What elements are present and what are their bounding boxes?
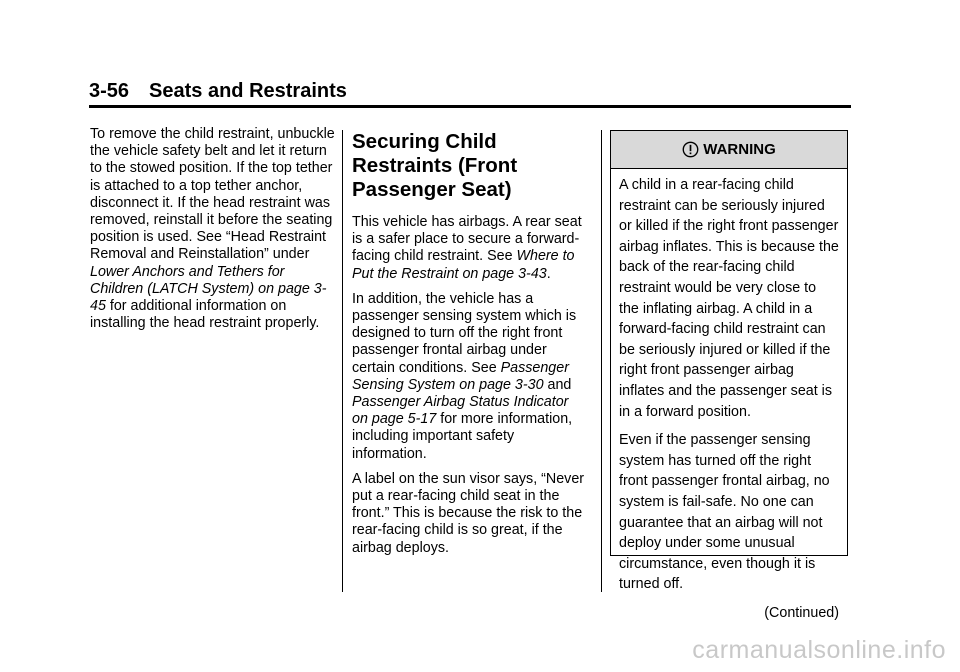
warning-label: WARNING (703, 141, 776, 158)
column-left (90, 126, 335, 340)
warning-body (611, 169, 847, 623)
paragraph-sensing-system: In addition, the vehicle has a passenger sensing system which is designed to turn off the right front passenger frontal airbag under certain conditions. See Passenger Sensing System on page 3-30 and Passenger Airbag Status Indicator on page 5-17 for more information, including important safety information. (352, 290, 577, 462)
reference-latch: Lower Anchors and Tethers for Children (LATCH System) on page 3-45 (90, 263, 327, 315)
page-title: Seats and Restraints (149, 80, 347, 102)
warning-box (610, 130, 848, 621)
page-header (89, 78, 851, 104)
warning-icon (682, 141, 699, 158)
warning-header (611, 131, 847, 169)
column-divider (601, 130, 602, 592)
paragraph-remove-restraint: To remove the child restraint, unbuckle the vehicle safety belt and let it return to the stowed position. If the top tether is attached to a top tether anchor, disconnect it. If the head restraint was removed, reinstall it before the seating position is used. See “Head Restraint Removal and Reinstallation” under Lower Anchors and Tethers for Children (LATCH System) on page 3-45 for additional information on installing the head restraint properly. (90, 126, 335, 332)
column-divider (342, 130, 343, 592)
reference-sensing-system: Passenger Sensing System on page 3-30 (352, 359, 569, 393)
reference-where-to-put: Where to Put the Restraint on page 3-43 (352, 248, 575, 282)
paragraph-airbags: This vehicle has airbags. A rear seat is a safer place to secure a forward-facing child restraint. See Where to Put the Restraint on page 3-43. (352, 214, 582, 282)
column-middle (352, 130, 587, 565)
header-rule (89, 105, 851, 108)
section-heading: Securing Child Restraints (Front Passenger Seat) (352, 130, 518, 201)
page-number: 3-56 (89, 80, 130, 102)
warning-paragraph: A child in a rear-facing child restraint can be seriously injured or killed if the right front passenger airbag inflates. This is because the back of the rear-facing child restraint would be very close to the inflating airbag. A child in a forward-facing child restraint can be seriously injured or killed if the right front passenger airbag inflates and the passenger seat is in a forward position. (619, 177, 839, 420)
paragraph-sun-visor: A label on the sun visor says, “Never put a rear-facing child seat in the front.” This is because the risk to the rear-facing child is so great, if the airbag deploys. (352, 470, 585, 556)
warning-paragraph: Even if the passenger sensing system has turned off the right front passenger frontal airbag, no system is fail-safe. No one can guarantee that an airbag will not deploy under some unusual circumstance, even though it is turned off. (619, 432, 830, 593)
watermark: carmanualsonline.info (692, 636, 946, 664)
reference-status-indicator: Passenger Airbag Status Indicator on page 5-17 (352, 394, 569, 428)
continued-label: (Continued) (764, 604, 839, 621)
